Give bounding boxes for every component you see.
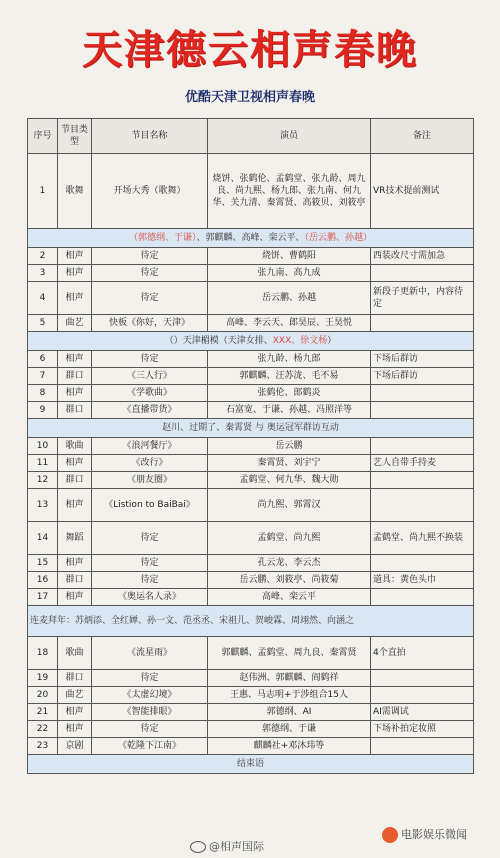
cell-no: 15 bbox=[28, 555, 58, 572]
cell-note bbox=[371, 555, 474, 572]
cell-no: 20 bbox=[28, 687, 58, 704]
cell-type: 群口 bbox=[58, 368, 92, 385]
watermark-right-text: 电影娱乐微闻 bbox=[401, 828, 467, 841]
cell-actors: 孟鹤堂、尚九熙 bbox=[208, 522, 371, 555]
cell-note: 艺人自带手持麦 bbox=[371, 455, 474, 472]
table-row bbox=[28, 572, 474, 589]
cell-type: 歌曲 bbox=[58, 438, 92, 455]
cell-no: 19 bbox=[28, 670, 58, 687]
table-row bbox=[28, 472, 474, 489]
cell-actors: 孔云龙、李云杰 bbox=[208, 555, 371, 572]
cell-name: 《智能排眼》 bbox=[92, 704, 208, 721]
cell-actors: 高峰、李云天、郎昊辰、王昊悦 bbox=[208, 315, 371, 332]
cell-type: 相声 bbox=[58, 282, 92, 315]
cell-note: 道具：黄色头巾 bbox=[371, 572, 474, 589]
cell-no: 11 bbox=[28, 455, 58, 472]
cell-name: 待定 bbox=[92, 282, 208, 315]
cell-actors: 石富宽、于谦、孙越、冯照洋等 bbox=[208, 402, 371, 419]
cell-type: 相声 bbox=[58, 721, 92, 738]
page-title: 天津德云相声春晚 bbox=[82, 27, 418, 73]
band-text: 连麦拜年：苏炳添、全红婵、孙一文、范丞丞、宋祖儿、贺峻霖、周翊然、向涵之 bbox=[30, 616, 355, 626]
cell-note bbox=[371, 315, 474, 332]
cell-type: 相声 bbox=[58, 489, 92, 522]
band-text: ）天津楣模（天津女排、 bbox=[173, 336, 273, 346]
cell-no: 2 bbox=[28, 248, 58, 265]
cell-actors: 郭麒麟、孟鹤堂、周九良、秦霄贤 bbox=[208, 637, 371, 670]
cell-name: 待定 bbox=[92, 555, 208, 572]
cell-type: 相声 bbox=[58, 455, 92, 472]
cell-type: 相声 bbox=[58, 589, 92, 606]
cell-type: 相声 bbox=[58, 351, 92, 368]
cell-name: 《三人行》 bbox=[92, 368, 208, 385]
cell-no: 13 bbox=[28, 489, 58, 522]
cell-type: 相声 bbox=[58, 704, 92, 721]
cell-name: 《改行》 bbox=[92, 455, 208, 472]
cell-type: 群口 bbox=[58, 572, 92, 589]
cell-actors: 烧饼、曹鹤阳 bbox=[208, 248, 371, 265]
table-row bbox=[28, 721, 474, 738]
cell-name: 待定 bbox=[92, 248, 208, 265]
cell-note bbox=[371, 738, 474, 755]
cell-no: 9 bbox=[28, 402, 58, 419]
cell-actors: 张鹤伦、郎鹤炎 bbox=[208, 385, 371, 402]
cell-no: 3 bbox=[28, 265, 58, 282]
table-row bbox=[28, 282, 474, 315]
table-row bbox=[28, 385, 474, 402]
band-text: 结束语 bbox=[236, 759, 264, 769]
table-body bbox=[28, 154, 474, 774]
cell-actors: 郭德纲、于谦 bbox=[208, 721, 371, 738]
cell-note: 4个直拍 bbox=[371, 637, 474, 670]
cell-note bbox=[371, 385, 474, 402]
watermark-weibo bbox=[190, 838, 264, 854]
cell-no: 7 bbox=[28, 368, 58, 385]
section-band-row bbox=[28, 755, 474, 774]
table-row bbox=[28, 455, 474, 472]
cell-type: 舞蹈 bbox=[58, 522, 92, 555]
cell-type: 群口 bbox=[58, 472, 92, 489]
table-row bbox=[28, 704, 474, 721]
band-text: ） bbox=[327, 336, 337, 346]
page-subtitle: 优酷天津卫视相声春晚 bbox=[184, 90, 315, 105]
cell-note: 孟鹤堂、尚九熙不换装 bbox=[371, 522, 474, 555]
cell-name: 《乾隆下江南》 bbox=[92, 738, 208, 755]
cell-no: 21 bbox=[28, 704, 58, 721]
cell-no: 18 bbox=[28, 637, 58, 670]
cell-actors: 秦霄贤、刘宇宁 bbox=[208, 455, 371, 472]
band-text: XXX、徐文杨 bbox=[272, 336, 328, 346]
table-row bbox=[28, 248, 474, 265]
cell-note bbox=[371, 265, 474, 282]
cell-name: 《流星雨》 bbox=[92, 637, 208, 670]
band-text: （郭德纲、于谦） bbox=[128, 233, 197, 243]
cell-note: AI需调试 bbox=[371, 704, 474, 721]
cell-name: 《Listion to BaiBai》 bbox=[92, 489, 208, 522]
cell-no: 16 bbox=[28, 572, 58, 589]
section-band-row bbox=[28, 332, 474, 351]
cell-type: 相声 bbox=[58, 248, 92, 265]
cell-actors: 张九南、高九成 bbox=[208, 265, 371, 282]
table-row bbox=[28, 351, 474, 368]
cell-type: 相声 bbox=[58, 385, 92, 402]
cell-name: 快板《你好，天津》 bbox=[92, 315, 208, 332]
table-row bbox=[28, 670, 474, 687]
cell-no: 17 bbox=[28, 589, 58, 606]
section-band-row bbox=[28, 419, 474, 438]
cell-name: 待定 bbox=[92, 721, 208, 738]
section-band-row bbox=[28, 229, 474, 248]
cell-name: 待定 bbox=[92, 572, 208, 589]
cell-note: VR技术提前测试 bbox=[371, 154, 474, 229]
cell-type: 曲艺 bbox=[58, 687, 92, 704]
band-text: （岳云鹏、孙越） bbox=[304, 233, 373, 243]
header-no: 序号 bbox=[28, 119, 58, 154]
cell-name: 开场大秀（歌舞） bbox=[92, 154, 208, 229]
cell-name: 《奥运名人录》 bbox=[92, 589, 208, 606]
cell-actors: 岳云鹏 bbox=[208, 438, 371, 455]
cell-name: 待定 bbox=[92, 522, 208, 555]
cell-note: 新段子更新中，内容待定 bbox=[371, 282, 474, 315]
cell-actors: 尚九熙、郭霄汉 bbox=[208, 489, 371, 522]
cell-note bbox=[371, 472, 474, 489]
cell-type: 歌舞 bbox=[58, 154, 92, 229]
cell-type: 京剧 bbox=[58, 738, 92, 755]
cell-no: 12 bbox=[28, 472, 58, 489]
table-row bbox=[28, 368, 474, 385]
cell-actors: 张九龄、杨九郎 bbox=[208, 351, 371, 368]
cell-type: 曲艺 bbox=[58, 315, 92, 332]
header-note: 备注 bbox=[371, 119, 474, 154]
cell-actors: 岳云鹏、刘筱亭、尚筱菊 bbox=[208, 572, 371, 589]
cell-name: 待定 bbox=[92, 351, 208, 368]
table-row bbox=[28, 438, 474, 455]
cell-note: 西装改尺寸需加急 bbox=[371, 248, 474, 265]
header-type: 节目类型 bbox=[58, 119, 92, 154]
cell-no: 5 bbox=[28, 315, 58, 332]
cell-actors: 郭麒麟、汪苏泷、毛不易 bbox=[208, 368, 371, 385]
cell-name: 待定 bbox=[92, 265, 208, 282]
cell-no: 4 bbox=[28, 282, 58, 315]
table-row bbox=[28, 637, 474, 670]
cell-actors: 王惠、马志明+于涉组合15人 bbox=[208, 687, 371, 704]
weibo-icon bbox=[190, 841, 206, 853]
header-name: 节目名称 bbox=[92, 119, 208, 154]
cell-note bbox=[371, 589, 474, 606]
cell-name: 《太虚幻境》 bbox=[92, 687, 208, 704]
band-text: 赵川、过期了、秦霄贤 与 奥运冠军群访互动 bbox=[162, 423, 339, 433]
cell-note bbox=[371, 438, 474, 455]
cell-actors: 麒麟社+邓沐玮等 bbox=[208, 738, 371, 755]
cell-note bbox=[371, 489, 474, 522]
cell-type: 群口 bbox=[58, 402, 92, 419]
cell-no: 6 bbox=[28, 351, 58, 368]
cell-name: 《浪河餐厅》 bbox=[92, 438, 208, 455]
cell-note bbox=[371, 687, 474, 704]
cell-actors: 赵伟洲、郭麒麟、阎鹤祥 bbox=[208, 670, 371, 687]
cell-no: 10 bbox=[28, 438, 58, 455]
program-table bbox=[27, 118, 474, 774]
table-row bbox=[28, 315, 474, 332]
cell-name: 待定 bbox=[92, 670, 208, 687]
band-text: （ bbox=[164, 336, 174, 346]
cell-no: 23 bbox=[28, 738, 58, 755]
cell-note: 下场后群访 bbox=[371, 351, 474, 368]
cell-no: 1 bbox=[28, 154, 58, 229]
table-row bbox=[28, 402, 474, 419]
table-row bbox=[28, 522, 474, 555]
cell-type: 相声 bbox=[58, 555, 92, 572]
table-row bbox=[28, 738, 474, 755]
cell-note: 下场后群访 bbox=[371, 368, 474, 385]
cell-actors: 岳云鹏、孙越 bbox=[208, 282, 371, 315]
cell-type: 相声 bbox=[58, 265, 92, 282]
table-row bbox=[28, 687, 474, 704]
table-row bbox=[28, 589, 474, 606]
cell-note bbox=[371, 402, 474, 419]
cell-no: 14 bbox=[28, 522, 58, 555]
channel-logo-icon bbox=[382, 827, 398, 843]
cell-actors: 烧饼、张鹤伦、孟鹤堂、张九龄、周九良、尚九熙、杨九郎、张九南、何九华、关九清、秦霄贤、高筱贝、刘筱亭 bbox=[208, 154, 371, 229]
cell-no: 8 bbox=[28, 385, 58, 402]
cell-type: 歌曲 bbox=[58, 637, 92, 670]
table-row bbox=[28, 489, 474, 522]
cell-no: 22 bbox=[28, 721, 58, 738]
cell-actors: 郭德纲、AI bbox=[208, 704, 371, 721]
band-text: 、郭麒麟、高峰、栾云平、 bbox=[196, 233, 305, 243]
cell-name: 《朋友圈》 bbox=[92, 472, 208, 489]
watermark-left-text: @相声国际 bbox=[209, 840, 264, 853]
table-row bbox=[28, 555, 474, 572]
cell-actors: 高峰、栾云平 bbox=[208, 589, 371, 606]
table-header-row bbox=[28, 119, 474, 154]
cell-name: 《直播带货》 bbox=[92, 402, 208, 419]
header-actors: 演员 bbox=[208, 119, 371, 154]
cell-name: 《学歌曲》 bbox=[92, 385, 208, 402]
table-row bbox=[28, 154, 474, 229]
table-row bbox=[28, 265, 474, 282]
watermark-channel bbox=[382, 826, 467, 843]
cell-note: 下场补拍定妆照 bbox=[371, 721, 474, 738]
cell-type: 群口 bbox=[58, 670, 92, 687]
section-band-row bbox=[28, 606, 474, 637]
cell-actors: 孟鹤堂、何九华、魏大勋 bbox=[208, 472, 371, 489]
cell-note bbox=[371, 670, 474, 687]
